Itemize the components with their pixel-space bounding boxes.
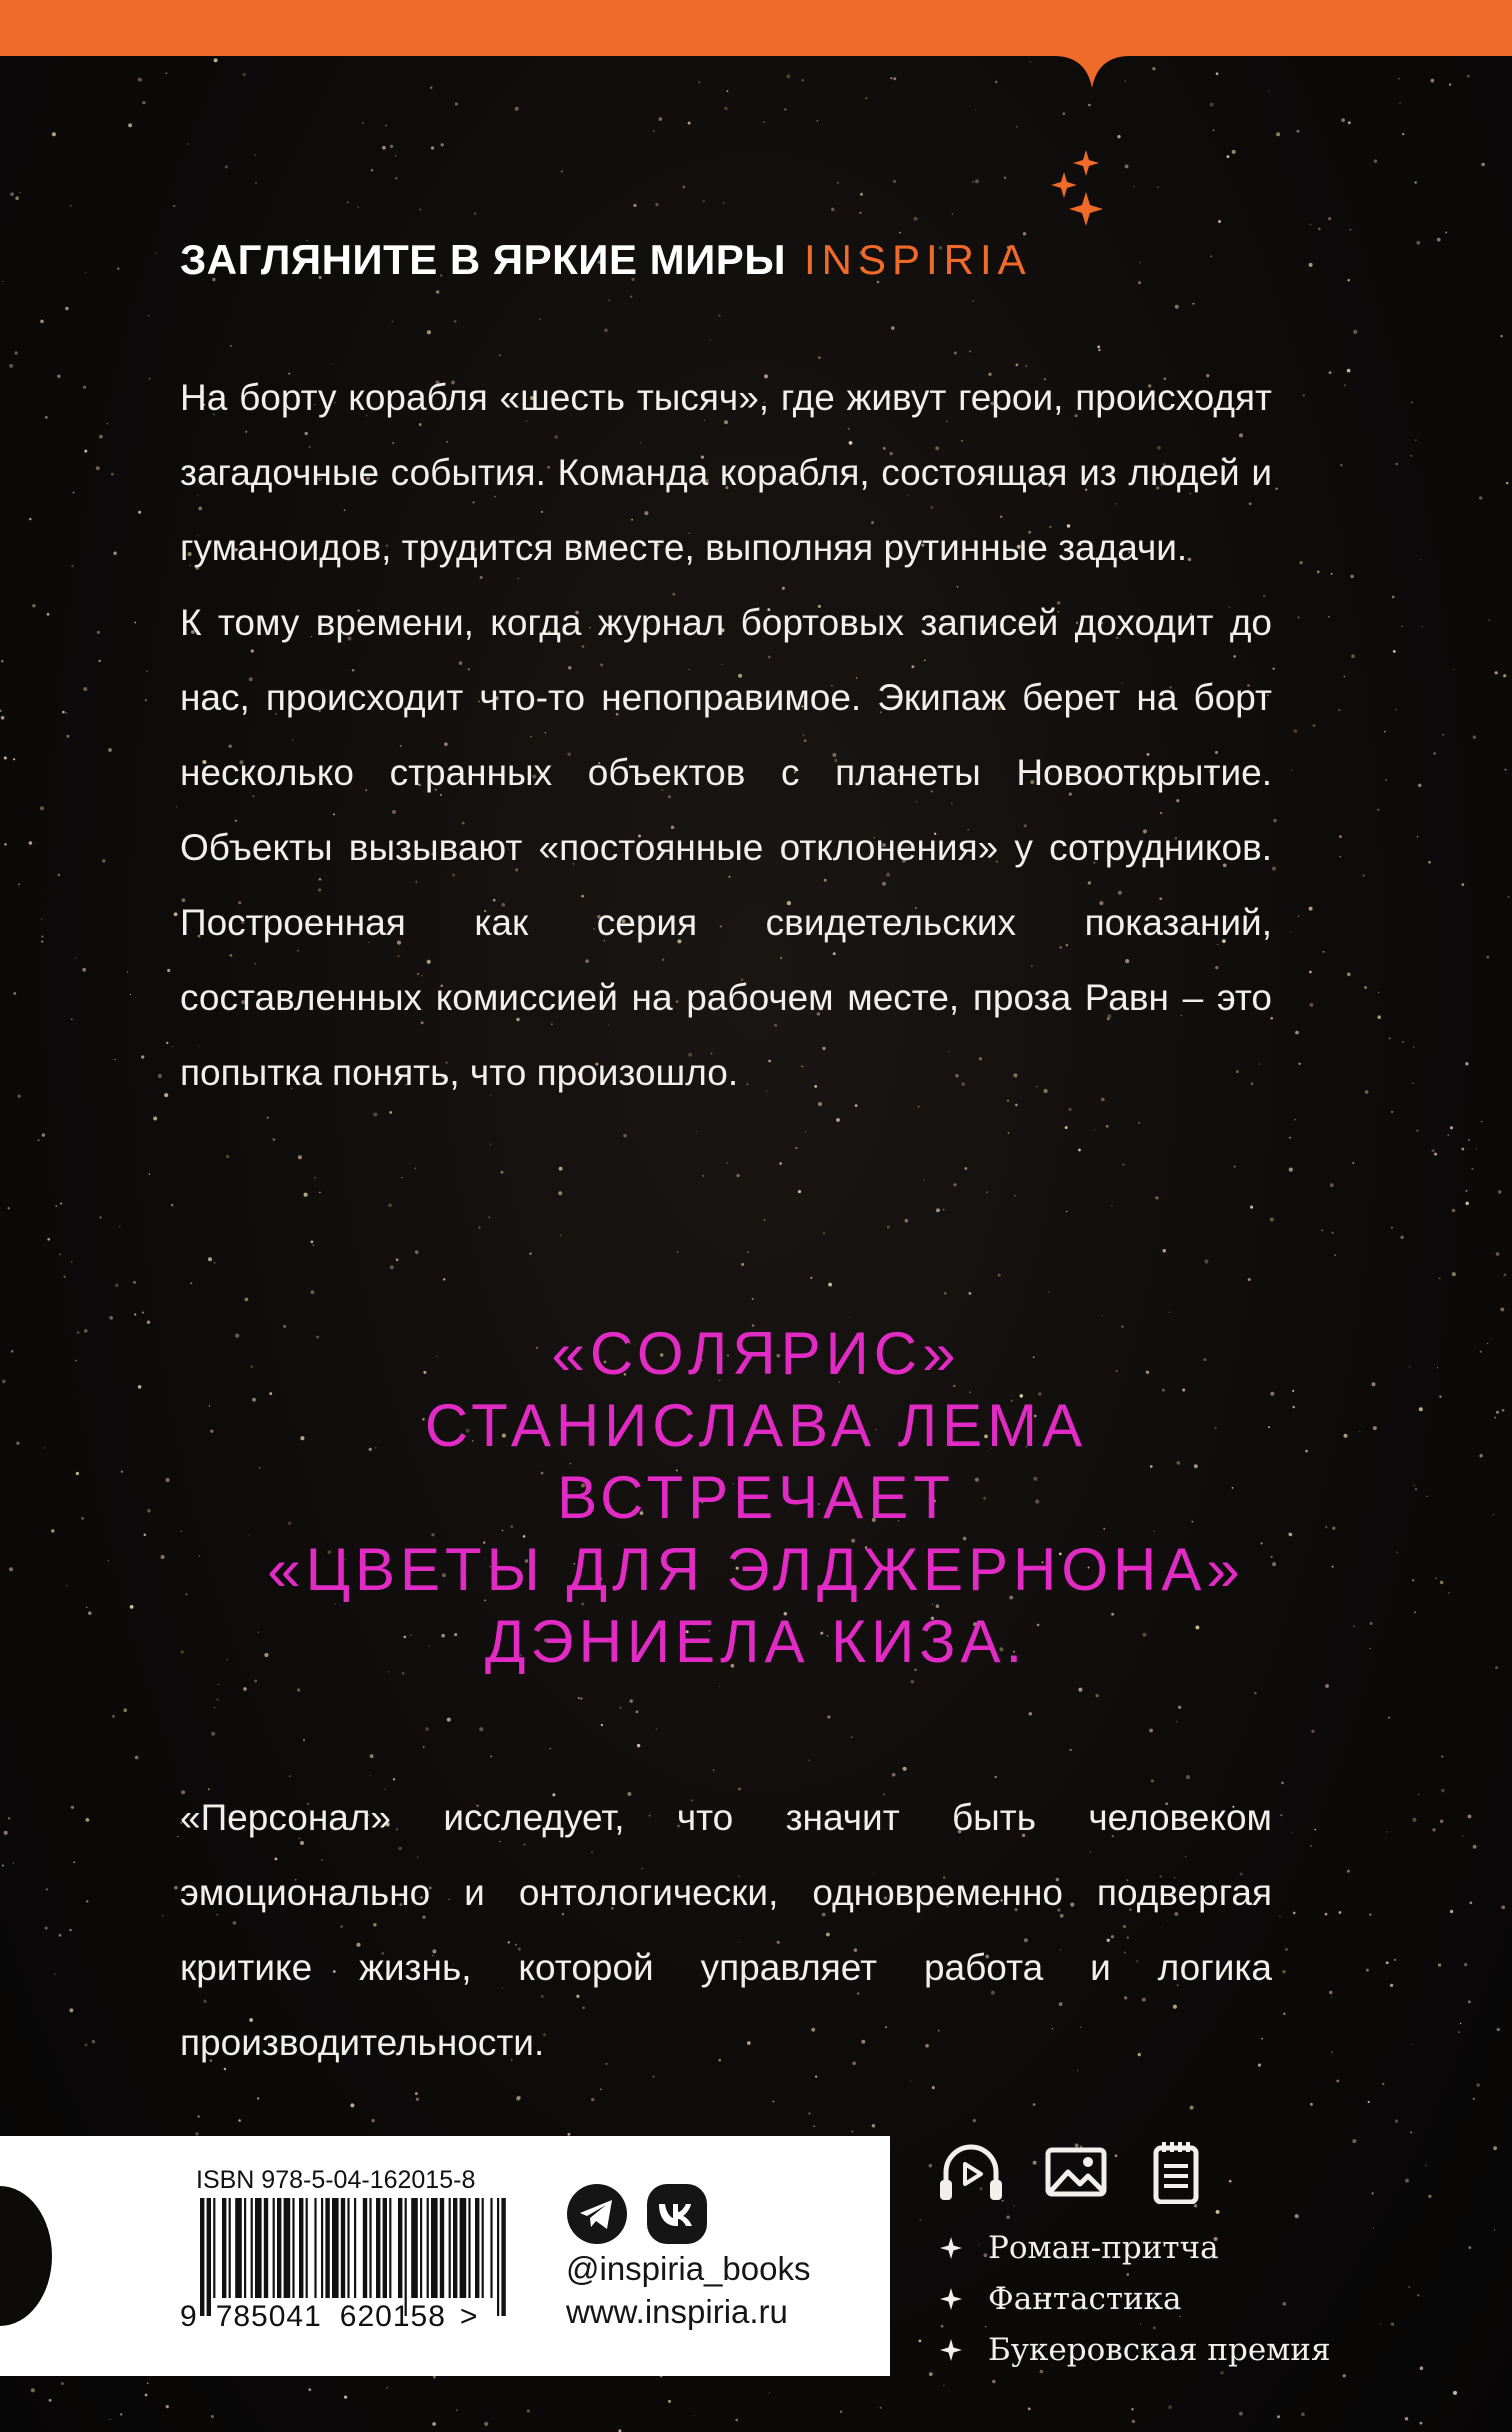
star-bullet-icon xyxy=(940,2339,962,2361)
sparkle-icon xyxy=(1050,148,1110,228)
series-heading xyxy=(180,236,1032,284)
isbn-end-mark: > xyxy=(459,2300,479,2333)
star-bullet-icon xyxy=(940,2288,962,2310)
barcode xyxy=(198,2198,508,2316)
description-paragraph: На борту корабля «шесть тысяч», где живут герои, происходят загадочные события. Команда корабля, состоящая из людей и гуманоидов, трудится вместе, выполняя рутинные задачи. xyxy=(180,377,1272,568)
tag-label: Букеровская премия xyxy=(988,2331,1331,2368)
ebook-icon xyxy=(1140,2140,1210,2204)
pull-quote xyxy=(100,1318,1412,1678)
tag-item xyxy=(940,2324,1331,2375)
isbn-group-right: 620158 xyxy=(339,2300,446,2333)
closing-text: «Персонал» исследует, что значит быть человеком эмоционально и онтологически, одновременно подвергая критике жизнь, которой управляет работа и логика производительности. xyxy=(180,1797,1272,2063)
star-bullet-icon xyxy=(940,2237,962,2259)
description-paragraph: К тому времени, когда журнал бортовых записей доходит до нас, происходит что-то непоправимое. Экипаж берет на борт несколько странных объектов с планеты Новооткрытие. Объекты вызывают «постоянные отклонения» у сотрудников. Построенная как серия свидетельских показаний, составленных комиссией на рабочем месте, проза Равн – это попытка понять, что произошло. xyxy=(180,602,1272,1093)
panel-notch xyxy=(0,2186,52,2326)
tag-item xyxy=(940,2222,1331,2273)
audiobook-icon xyxy=(936,2140,1006,2204)
quote-line: СТАНИСЛАВА ЛЕМА xyxy=(424,1392,1088,1459)
heading-text: ЗАГЛЯНИТЕ В ЯРКИЕ МИРЫ xyxy=(180,236,786,283)
isbn-label: ISBN 978-5-04-162015-8 xyxy=(196,2166,476,2194)
genre-tags xyxy=(940,2222,1331,2375)
vk-icon[interactable] xyxy=(646,2183,708,2245)
isbn-first-digit: 9 xyxy=(180,2300,198,2333)
quote-line: «СОЛЯРИС» xyxy=(551,1320,961,1387)
orange-top-band xyxy=(0,0,1512,56)
quote-line: «ЦВЕТЫ ДЛЯ ЭЛДЖЕРНОНА» xyxy=(267,1536,1245,1603)
tag-label: Роман-притча xyxy=(988,2229,1219,2266)
social-handle[interactable]: @inspiria_books xyxy=(566,2250,811,2287)
quote-line: ДЭНИЕЛА КИЗА. xyxy=(484,1608,1028,1675)
quote-line: ВСТРЕЧАЕТ xyxy=(557,1464,955,1531)
closing-paragraph xyxy=(180,1780,1272,2080)
isbn-group-left: 785041 xyxy=(215,2300,322,2333)
isbn-digits xyxy=(180,2300,478,2334)
book-description xyxy=(180,360,1272,1110)
tag-label: Фантастика xyxy=(988,2280,1182,2317)
tag-item xyxy=(940,2273,1331,2324)
brand-name: INSPIRIA xyxy=(803,236,1032,283)
website-link[interactable]: www.inspiria.ru xyxy=(566,2293,788,2330)
telegram-icon[interactable] xyxy=(566,2183,628,2245)
image-icon xyxy=(1042,2140,1112,2204)
